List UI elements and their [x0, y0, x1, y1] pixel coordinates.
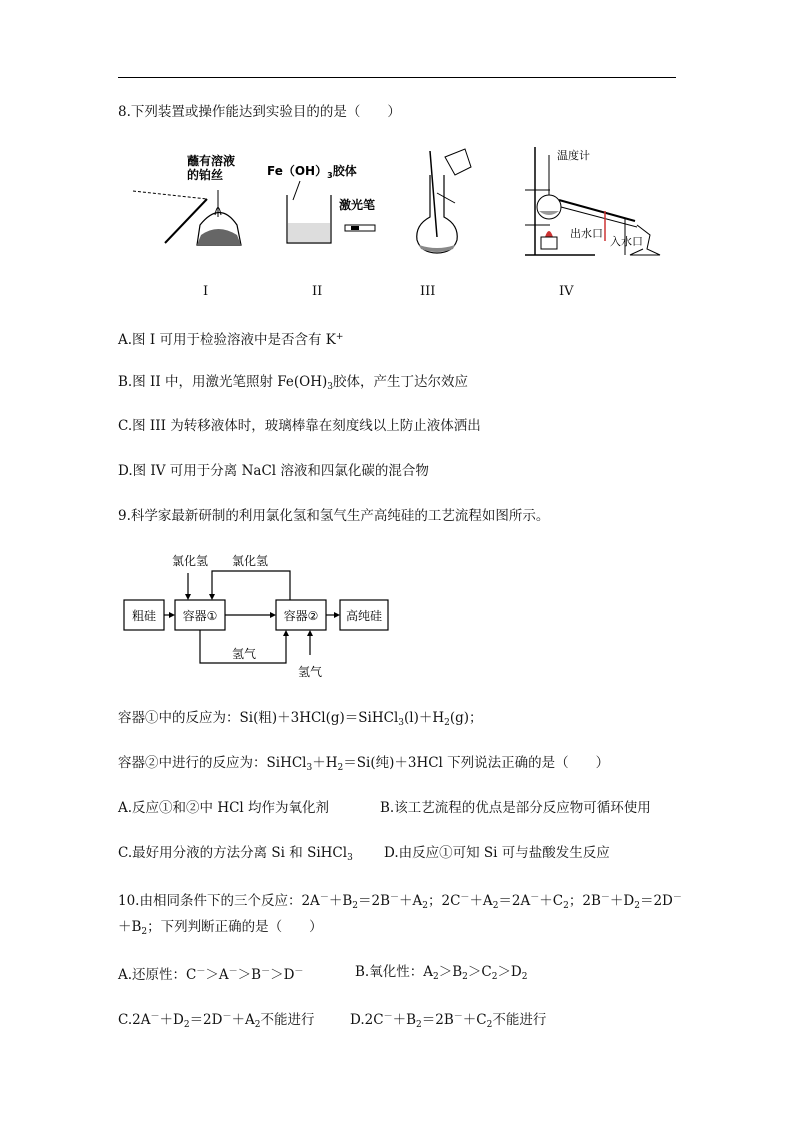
q9-stem: 9.科学家最新研制的利用氯化氢和氢气生产高纯硅的工艺流程如图所示。	[118, 508, 550, 524]
q10-stem-line1: 10.由相同条件下的三个反应：$2A^-+B_2=2B^-+A_2$；$2C^-+A_2=2A^-+C_2$；$2B^-+D_2=2D^-$	[118, 893, 682, 911]
pure-si-label: 高纯硅	[345, 609, 383, 623]
vessel2-label: 容器②	[283, 609, 319, 623]
fig1-caption-line2: 的铂丝	[187, 168, 224, 182]
q8-option-b: B.图 II 中，用激光笔照射 $Fe(OH)_3$胶体，产生丁达尔效应	[118, 374, 468, 392]
fig-label-1: I	[203, 284, 209, 299]
h2-recycle-label: 氢气	[232, 647, 257, 661]
fig2-caption: $Fe(OH)_3$胶体	[267, 164, 357, 180]
q8-stem: 8.下列装置或操作能达到实验目的的是（ ）	[118, 104, 401, 120]
q8-option-c: C.图 III 为转移液体时，玻璃棒靠在刻度线以上防止液体洒出	[118, 418, 481, 434]
fig3-volumetric-flask	[417, 149, 471, 253]
fig4-distillation-apparatus	[525, 147, 660, 255]
vessel1-label: 容器①	[182, 609, 218, 623]
q10-option-d: $D.2C^-+B_2=2B^-+C_2$不能进行	[350, 1012, 547, 1030]
header-rule	[118, 77, 676, 78]
fig-label-2: II	[312, 284, 323, 299]
q9-option-a: A.反应①和②中 HCl 均作为氧化剂	[118, 800, 330, 816]
fig2-laser-label: 激光笔	[339, 198, 376, 212]
fig4-water-in-label: 入水口	[610, 235, 643, 248]
q8-apparatus-figure	[125, 145, 685, 265]
q9-flow-diagram	[120, 545, 400, 685]
fig-label-3: III	[420, 284, 436, 299]
q10-stem-line2: $+B_2$；下列判断正确的是（ ）	[118, 919, 323, 937]
fig1-caption-line1: 蘸有溶液	[187, 154, 236, 168]
fig2-colloid-beaker	[267, 163, 375, 243]
fig4-water-out-label: 出水口	[570, 227, 603, 240]
h2-input-label: 氢气	[298, 665, 323, 679]
q10-option-c: $C.2A^-+D_2=2D^-+A_2$不能进行	[118, 1012, 315, 1030]
q9-option-b: B.该工艺流程的优点是部分反应物可循环使用	[380, 800, 651, 816]
q8-option-a: A.图 I 可用于检验溶液中是否含有 K+	[118, 332, 344, 348]
fig4-thermometer-label: 温度计	[557, 149, 590, 162]
q10-option-a: A.还原性：C－＞A－＞B－＞D－	[118, 967, 304, 983]
fig1-platinum-wire-burner	[133, 153, 241, 245]
crude-si-label: 粗硅	[131, 609, 157, 623]
q10-option-b: B.氧化性：$A_2>B_2>C_2>D_2$	[355, 964, 528, 982]
q9-reaction-2: 容器②中进行的反应为：$SiHCl_3+H_2=Si$(纯)＋3HCl 下列说法正确的是（ ）	[118, 755, 610, 773]
hcl-recycle-label: 氯化氢	[232, 554, 269, 568]
fig-label-4: IV	[559, 284, 574, 299]
hcl-input-label: 氯化氢	[172, 554, 209, 568]
q9-reaction-1: 容器①中的反应为：Si(粗)$+3HCl(g)=SiHCl_3(l)+H_2(g)$；	[118, 710, 483, 728]
q9-option-c: C.最好用分液的方法分离 Si 和 SiHCl$_3$	[118, 845, 353, 863]
q9-option-d: D.由反应①可知 Si 可与盐酸发生反应	[384, 845, 610, 861]
q8-option-d: D.图 IV 可用于分离 NaCl 溶液和四氯化碳的混合物	[118, 463, 429, 479]
